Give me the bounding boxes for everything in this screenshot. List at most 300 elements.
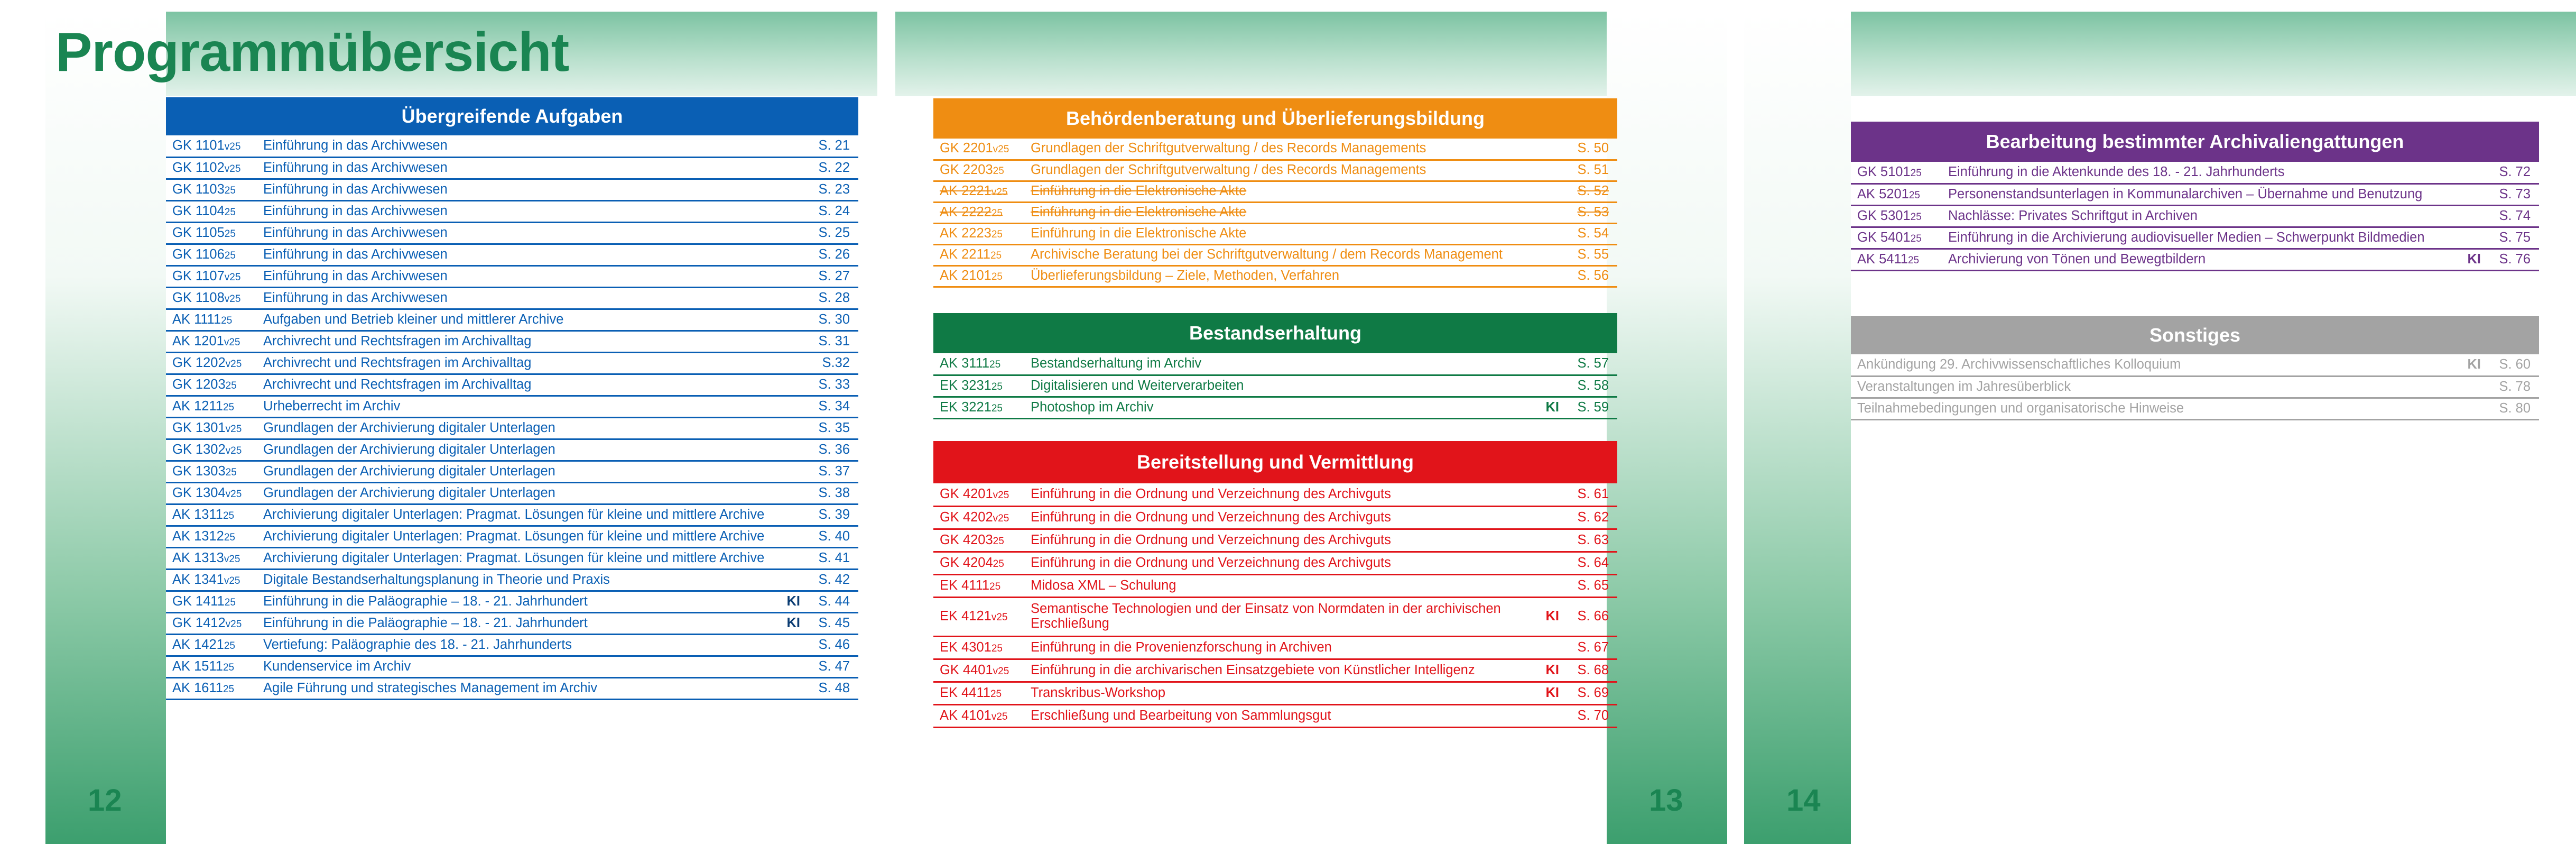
ki-badge bbox=[2455, 184, 2481, 205]
course-year-suffix: 25 bbox=[224, 228, 236, 240]
course-year-suffix: 25 bbox=[224, 597, 236, 608]
course-number: AK 1341 bbox=[172, 572, 224, 587]
ki-badge bbox=[2455, 205, 2481, 227]
course-title: Einführung in die Ordnung und Verzeichnung des Archivguts bbox=[1031, 555, 1391, 570]
course-year-suffix: v25 bbox=[225, 423, 242, 435]
ki-badge bbox=[1534, 202, 1559, 223]
ki-badge bbox=[1534, 483, 1559, 506]
course-title: Einführung in die archivarischen Einsatzgebiete von Künstlicher Intelligenz bbox=[1031, 662, 1475, 677]
course-title: Grundlagen der Schriftgutverwaltung / des Records Managements bbox=[1031, 141, 1426, 156]
page-reference: S. 47 bbox=[818, 658, 850, 674]
ki-badge bbox=[775, 504, 800, 526]
course-year-suffix: 25 bbox=[991, 229, 1003, 241]
course-title: Bestandserhaltung im Archiv bbox=[1031, 355, 1202, 371]
page-reference: S. 23 bbox=[818, 181, 850, 197]
course-year-suffix: 25 bbox=[221, 315, 233, 326]
table-row bbox=[933, 139, 1617, 160]
page-reference: S. 75 bbox=[2499, 230, 2531, 245]
course-table bbox=[933, 483, 1617, 728]
course-code bbox=[166, 374, 257, 396]
course-code bbox=[933, 597, 1024, 636]
course-title: Urheberrecht im Archiv bbox=[263, 398, 401, 414]
course-number: AK 2211 bbox=[940, 247, 990, 262]
section-title: Bereitstellung und Vermittlung bbox=[933, 441, 1617, 483]
ki-badge bbox=[775, 179, 800, 200]
course-number: EK 3231 bbox=[940, 378, 992, 393]
course-number: GK 1101 bbox=[172, 137, 225, 153]
ki-badge bbox=[775, 265, 800, 287]
course-year-suffix: v25 bbox=[224, 575, 240, 586]
course-code bbox=[166, 265, 257, 287]
table-row bbox=[1851, 162, 2539, 184]
ki-badge bbox=[1534, 139, 1559, 160]
page-reference: S. 37 bbox=[818, 463, 850, 479]
course-code bbox=[166, 612, 257, 634]
course-code bbox=[166, 244, 257, 265]
course-code bbox=[933, 223, 1024, 244]
course-code bbox=[933, 375, 1024, 397]
table-row bbox=[933, 160, 1617, 181]
course-year-suffix: v25 bbox=[991, 711, 1008, 722]
course-year-suffix: 25 bbox=[223, 401, 235, 413]
page-reference: S. 56 bbox=[1577, 268, 1609, 283]
ki-badge bbox=[775, 439, 800, 461]
course-code bbox=[166, 157, 257, 179]
course-year-suffix: 25 bbox=[991, 271, 1003, 283]
course-code bbox=[933, 160, 1024, 181]
ki-badge bbox=[1534, 636, 1559, 659]
course-number: GK 1108 bbox=[172, 290, 225, 305]
course-year-suffix: 25 bbox=[989, 581, 1001, 592]
course-title: Personenstandsunterlagen in Kommunalarchiven – Übernahme und Benutzung bbox=[1948, 186, 2423, 201]
table-row bbox=[166, 309, 858, 331]
course-code bbox=[933, 397, 1024, 418]
table-row bbox=[933, 483, 1617, 506]
course-year-suffix: v25 bbox=[993, 144, 1009, 155]
course-year-suffix: 25 bbox=[1910, 233, 1922, 244]
course-code bbox=[1851, 205, 1942, 227]
course-year-suffix: 25 bbox=[223, 683, 235, 695]
page-reference: S. 72 bbox=[2499, 164, 2531, 179]
ki-badge bbox=[1534, 506, 1559, 529]
course-title: Grundlagen der Archivierung digitaler Unterlagen bbox=[263, 420, 555, 435]
course-code bbox=[166, 461, 257, 482]
course-title: Grundlagen der Schriftgutverwaltung / des Records Managements bbox=[1031, 162, 1426, 178]
table-row bbox=[933, 223, 1617, 244]
course-code bbox=[166, 634, 257, 656]
ki-badge: KI bbox=[1545, 609, 1559, 624]
course-code bbox=[166, 439, 257, 461]
course-title: Archivische Beratung bei der Schriftgutverwaltung / dem Records Management bbox=[1031, 247, 1503, 262]
course-year-suffix: v25 bbox=[224, 141, 241, 152]
course-number: AK 3111 bbox=[940, 355, 990, 371]
table-row bbox=[166, 287, 858, 309]
course-code bbox=[933, 139, 1024, 160]
course-number: GK 1411 bbox=[172, 593, 225, 609]
page-number-right: 14 bbox=[1786, 783, 1821, 818]
table-row bbox=[1851, 376, 2539, 398]
page-reference: S. 60 bbox=[2499, 356, 2531, 372]
page-reference: S. 61 bbox=[1577, 486, 1609, 501]
section-archivaliengattungen bbox=[1851, 122, 2539, 271]
course-number: GK 1301 bbox=[172, 420, 226, 435]
course-number: GK 2201 bbox=[940, 141, 993, 156]
page-reference: S. 66 bbox=[1577, 609, 1609, 624]
ki-badge: KI bbox=[1545, 662, 1559, 677]
course-year-suffix: 25 bbox=[993, 166, 1004, 177]
ki-badge bbox=[2455, 162, 2481, 184]
course-code bbox=[166, 569, 257, 591]
course-title: Teilnahmebedingungen und organisatorische Hinweise bbox=[1857, 400, 2184, 416]
course-number: AK 4101 bbox=[940, 708, 992, 723]
course-title: Einführung in die Archivierung audiovisueller Medien – Schwerpunkt Bildmedien bbox=[1948, 230, 2425, 245]
course-table bbox=[933, 353, 1617, 419]
table-row bbox=[933, 597, 1617, 636]
course-number: AK 5201 bbox=[1857, 186, 1909, 201]
course-number: AK 1311 bbox=[172, 507, 223, 522]
course-year-suffix: 25 bbox=[224, 206, 236, 218]
course-code bbox=[933, 704, 1024, 727]
course-code bbox=[166, 331, 257, 352]
page-reference: S. 36 bbox=[818, 442, 850, 457]
page-reference: S. 64 bbox=[1577, 555, 1609, 570]
ki-badge bbox=[1534, 181, 1559, 202]
page-reference: S. 51 bbox=[1577, 162, 1609, 178]
course-title: Archivierung digitaler Unterlagen: Pragmat. Lösungen für kleine und mittlere Archive bbox=[263, 550, 765, 565]
course-year-suffix: 25 bbox=[991, 208, 1003, 219]
page-reference: S. 74 bbox=[2499, 208, 2531, 223]
ki-badge bbox=[775, 222, 800, 244]
table-row bbox=[1851, 249, 2539, 270]
course-number: AK 5411 bbox=[1857, 251, 1908, 267]
course-year-suffix: 25 bbox=[224, 640, 235, 652]
ki-badge bbox=[775, 569, 800, 591]
page-reference: S. 48 bbox=[818, 680, 850, 695]
course-number: AK 1511 bbox=[172, 658, 223, 674]
course-code bbox=[933, 181, 1024, 202]
ki-badge bbox=[1534, 529, 1559, 552]
course-year-suffix: v25 bbox=[991, 187, 1008, 198]
course-year-suffix: 25 bbox=[1907, 254, 1920, 266]
table-row bbox=[933, 659, 1617, 682]
course-title: Semantische Technologien und der Einsatz von Normdaten in der archivischen Erschließung bbox=[1031, 601, 1501, 631]
course-year-suffix: v25 bbox=[993, 512, 1009, 524]
page-reference: S. 26 bbox=[818, 246, 850, 262]
course-number: GK 1202 bbox=[172, 355, 226, 370]
course-year-suffix: v25 bbox=[224, 553, 240, 565]
table-row bbox=[933, 506, 1617, 529]
course-code bbox=[1851, 249, 1942, 270]
course-number: AK 2101 bbox=[940, 268, 992, 283]
course-title: Einführung in die Elektronische Akte bbox=[1031, 205, 1247, 220]
course-title: Einführung in die Elektronische Akte bbox=[1031, 184, 1247, 199]
course-title: Einführung in das Archivwesen bbox=[263, 246, 448, 262]
course-number: AK 1421 bbox=[172, 637, 224, 652]
ki-badge bbox=[775, 309, 800, 331]
table-row bbox=[933, 397, 1617, 418]
course-number: GK 1107 bbox=[172, 268, 225, 283]
page-reference: S. 34 bbox=[818, 398, 850, 414]
course-year-suffix: 25 bbox=[991, 381, 1003, 392]
course-year-suffix: v25 bbox=[993, 665, 1009, 677]
course-title: Archivierung digitaler Unterlagen: Pragmat. Lösungen für kleine und mittlere Archive bbox=[263, 507, 765, 522]
ki-badge bbox=[1534, 375, 1559, 397]
course-number: EK 3221 bbox=[940, 399, 992, 415]
course-year-suffix: v25 bbox=[993, 489, 1009, 501]
table-row bbox=[933, 181, 1617, 202]
course-title: Überlieferungsbildung – Ziele, Methoden, Verfahren bbox=[1031, 268, 1340, 283]
course-number: GK 1302 bbox=[172, 442, 226, 457]
course-code bbox=[933, 682, 1024, 704]
course-number: GK 4204 bbox=[940, 555, 993, 570]
course-table bbox=[1851, 162, 2539, 271]
ki-badge bbox=[775, 547, 800, 569]
course-number: AK 1111 bbox=[172, 311, 221, 327]
course-title: Einführung in das Archivwesen bbox=[263, 290, 448, 305]
page-reference: S. 45 bbox=[818, 615, 850, 630]
page-reference: S. 76 bbox=[2499, 251, 2531, 267]
ki-badge bbox=[2455, 398, 2481, 419]
table-row bbox=[933, 529, 1617, 552]
page-reference: S. 73 bbox=[2499, 186, 2531, 201]
section-bereitstellung bbox=[933, 441, 1617, 728]
course-year-suffix: 25 bbox=[225, 466, 237, 478]
ki-badge bbox=[775, 417, 800, 439]
course-title: Grundlagen der Archivierung digitaler Unterlagen bbox=[263, 463, 555, 479]
page-reference: S. 30 bbox=[818, 311, 850, 327]
table-row bbox=[166, 374, 858, 396]
course-number: GK 1303 bbox=[172, 463, 226, 479]
course-title: Einführung in die Paläographie – 18. - 21. Jahrhundert bbox=[263, 593, 588, 609]
ki-badge bbox=[775, 526, 800, 547]
course-title: Einführung in das Archivwesen bbox=[263, 181, 448, 197]
course-year-suffix: 25 bbox=[991, 643, 1003, 654]
course-number: GK 1104 bbox=[172, 203, 225, 218]
course-code bbox=[933, 659, 1024, 682]
table-row bbox=[1851, 398, 2539, 419]
table-row bbox=[166, 352, 858, 374]
course-title: Einführung in die Provenienzforschung in Archiven bbox=[1031, 639, 1332, 655]
course-year-suffix: v25 bbox=[991, 612, 1008, 623]
ki-badge: KI bbox=[786, 615, 800, 630]
course-code bbox=[166, 504, 257, 526]
ki-badge bbox=[775, 157, 800, 179]
course-code bbox=[933, 483, 1024, 506]
table-row bbox=[166, 222, 858, 244]
course-year-suffix: 25 bbox=[993, 535, 1004, 547]
course-number: AK 2221 bbox=[940, 184, 992, 199]
course-number: GK 4203 bbox=[940, 532, 993, 547]
ki-badge bbox=[775, 331, 800, 352]
course-number: AK 1211 bbox=[172, 398, 223, 414]
ki-badge bbox=[1534, 244, 1559, 265]
page-reference: S. 42 bbox=[818, 572, 850, 587]
course-code bbox=[166, 396, 257, 417]
table-row bbox=[166, 482, 858, 504]
ki-badge bbox=[775, 396, 800, 417]
section-sonstiges bbox=[1851, 316, 2539, 420]
page-reference: S. 59 bbox=[1577, 399, 1609, 415]
course-title: Agile Führung und strategisches Management im Archiv bbox=[263, 680, 598, 695]
page-reference: S. 62 bbox=[1577, 509, 1609, 525]
page-reference: S. 53 bbox=[1577, 205, 1609, 220]
page-reference: S. 55 bbox=[1577, 247, 1609, 262]
page-reference: S. 44 bbox=[818, 593, 850, 609]
course-number: GK 4202 bbox=[940, 509, 993, 525]
ki-badge bbox=[775, 374, 800, 396]
ki-badge bbox=[775, 352, 800, 374]
course-number: GK 1304 bbox=[172, 485, 226, 500]
page-reference: S.32 bbox=[822, 355, 850, 370]
course-title: Einführung in das Archivwesen bbox=[263, 225, 448, 240]
page-reference: S. 80 bbox=[2499, 400, 2531, 416]
course-code bbox=[933, 636, 1024, 659]
course-code bbox=[933, 265, 1024, 287]
course-year-suffix: 25 bbox=[1910, 211, 1922, 223]
table-row bbox=[166, 634, 858, 656]
ki-badge bbox=[1534, 552, 1559, 574]
page-reference: S. 41 bbox=[818, 550, 850, 565]
table-row bbox=[166, 417, 858, 439]
course-year-suffix: 25 bbox=[223, 662, 235, 673]
course-year-suffix: v25 bbox=[225, 358, 242, 370]
page-reference: S. 39 bbox=[818, 507, 850, 522]
page-reference: S. 50 bbox=[1577, 141, 1609, 156]
course-number: GK 1203 bbox=[172, 377, 226, 392]
course-number: GK 2203 bbox=[940, 162, 993, 178]
page-reference: S. 46 bbox=[818, 637, 850, 652]
ki-badge bbox=[1534, 574, 1559, 597]
course-code bbox=[933, 574, 1024, 597]
ki-badge: KI bbox=[2467, 356, 2481, 372]
ki-badge bbox=[775, 200, 800, 222]
course-code bbox=[1851, 184, 1942, 205]
course-code bbox=[166, 547, 257, 569]
ki-badge bbox=[775, 135, 800, 157]
course-title: Ankündigung 29. Archivwissenschaftliches Kolloquium bbox=[1857, 356, 2181, 372]
course-title: Veranstaltungen im Jahresüberblick bbox=[1857, 379, 2071, 394]
table-row bbox=[166, 439, 858, 461]
course-code bbox=[166, 179, 257, 200]
section-title: Behördenberatung und Überlieferungsbildung bbox=[933, 98, 1617, 139]
course-title: Archivrecht und Rechtsfragen im Archivalltag bbox=[263, 333, 532, 348]
page-reference: S. 21 bbox=[818, 137, 850, 153]
page-reference: S. 52 bbox=[1577, 184, 1609, 199]
course-number: GK 5401 bbox=[1857, 230, 1911, 245]
ki-badge bbox=[1534, 704, 1559, 727]
table-row bbox=[1851, 205, 2539, 227]
section-uebergreifende-aufgaben bbox=[166, 97, 858, 700]
course-title: Aufgaben und Betrieb kleiner und mittlerer Archive bbox=[263, 311, 564, 327]
page-reference: S. 68 bbox=[1577, 662, 1609, 677]
ki-badge bbox=[1534, 265, 1559, 287]
course-number: GK 1412 bbox=[172, 615, 226, 630]
table-row bbox=[166, 504, 858, 526]
course-number: AK 1312 bbox=[172, 528, 224, 544]
page-reference: S. 27 bbox=[818, 268, 850, 283]
table-row bbox=[1851, 354, 2539, 376]
course-number: GK 5301 bbox=[1857, 208, 1911, 223]
course-title: Einführung in die Ordnung und Verzeichnung des Archivguts bbox=[1031, 532, 1391, 547]
course-title: Einführung in die Elektronische Akte bbox=[1031, 226, 1247, 241]
course-code bbox=[166, 526, 257, 547]
table-row bbox=[166, 200, 858, 222]
course-code bbox=[166, 287, 257, 309]
ki-badge: KI bbox=[1545, 685, 1559, 700]
course-title: Archivrecht und Rechtsfragen im Archivalltag bbox=[263, 377, 532, 392]
course-title: Archivierung von Tönen und Bewegtbildern bbox=[1948, 251, 2206, 267]
ki-badge bbox=[1534, 223, 1559, 244]
course-title: Einführung in das Archivwesen bbox=[263, 203, 448, 218]
page-reference: S. 57 bbox=[1577, 355, 1609, 371]
section-behoerdenberatung bbox=[933, 98, 1617, 288]
page-reference: S. 24 bbox=[818, 203, 850, 218]
course-code bbox=[933, 202, 1024, 223]
table-row bbox=[166, 179, 858, 200]
table-row bbox=[1851, 227, 2539, 249]
ki-badge bbox=[775, 461, 800, 482]
table-row bbox=[166, 331, 858, 352]
course-number: GK 1103 bbox=[172, 181, 225, 197]
table-row bbox=[166, 569, 858, 591]
course-number: AK 1611 bbox=[172, 680, 223, 695]
course-title: Erschließung und Bearbeitung von Sammlungsgut bbox=[1031, 708, 1331, 723]
page-reference: S. 31 bbox=[818, 333, 850, 348]
course-code bbox=[166, 352, 257, 374]
ki-badge bbox=[2455, 227, 2481, 249]
table-row bbox=[166, 244, 858, 265]
course-code bbox=[933, 529, 1024, 552]
course-title: Digitale Bestandserhaltungsplanung in Theorie und Praxis bbox=[263, 572, 610, 587]
course-number: EK 4301 bbox=[940, 639, 992, 655]
course-number: AK 2223 bbox=[940, 226, 992, 241]
page-reference: S. 54 bbox=[1577, 226, 1609, 241]
table-row bbox=[1851, 184, 2539, 205]
course-number: GK 4401 bbox=[940, 662, 993, 677]
course-code bbox=[933, 353, 1024, 375]
course-year-suffix: v25 bbox=[224, 336, 240, 348]
course-title: Einführung in die Paläographie – 18. - 21. Jahrhundert bbox=[263, 615, 588, 630]
page-reference: S. 25 bbox=[818, 225, 850, 240]
page-reference: S. 35 bbox=[818, 420, 850, 435]
page-reference: S. 28 bbox=[818, 290, 850, 305]
course-year-suffix: v25 bbox=[224, 163, 241, 175]
course-year-suffix: 25 bbox=[993, 558, 1004, 570]
section-title: Übergreifende Aufgaben bbox=[166, 97, 858, 135]
course-year-suffix: v25 bbox=[225, 488, 242, 500]
course-code bbox=[166, 309, 257, 331]
table-row bbox=[166, 547, 858, 569]
table-row bbox=[933, 552, 1617, 574]
page-reference: S. 69 bbox=[1577, 685, 1609, 700]
section-bestandserhaltung bbox=[933, 313, 1617, 419]
table-row bbox=[166, 526, 858, 547]
course-title: Digitalisieren und Weiterverarbeiten bbox=[1031, 378, 1244, 393]
course-number: EK 4121 bbox=[940, 609, 992, 624]
section-title: Bearbeitung bestimmter Archivaliengattungen bbox=[1851, 122, 2539, 162]
course-title: Transkribus-Workshop bbox=[1031, 685, 1166, 700]
page-reference: S. 67 bbox=[1577, 639, 1609, 655]
course-table bbox=[1851, 354, 2539, 420]
page-title: Programmübersicht bbox=[55, 22, 569, 83]
course-code bbox=[933, 552, 1024, 574]
page-reference: S. 70 bbox=[1577, 708, 1609, 723]
course-year-suffix: 25 bbox=[990, 688, 1002, 700]
table-row bbox=[166, 135, 858, 157]
course-code bbox=[166, 135, 257, 157]
course-year-suffix: 25 bbox=[224, 250, 236, 261]
course-title: Grundlagen der Archivierung digitaler Unterlagen bbox=[263, 442, 555, 457]
